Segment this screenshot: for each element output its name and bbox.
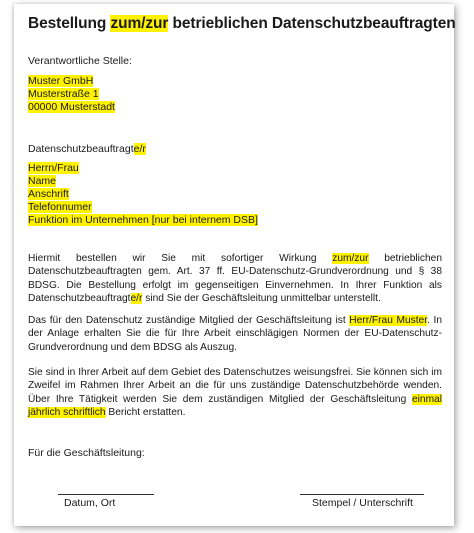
- controller-lines: [28, 75, 115, 114]
- controller-label: Verantwortliche Stelle:: [28, 55, 132, 67]
- dpo-address: Anschrift: [28, 188, 69, 200]
- stamp-signature-line: [300, 494, 424, 495]
- title-highlight: zum/zur: [110, 15, 169, 32]
- p1-text-a: Hiermit bestellen wir Sie mit sofortiger Wirkung: [28, 253, 333, 264]
- title-text-end: betrieblichen Datenschutzbeauftragten: [168, 15, 456, 32]
- paragraph-appointment: [28, 252, 442, 306]
- p3-text-a: Sie sind in Ihrer Arbeit auf dem Gebiet des Datenschutzes weisungsfrei. Sie können sich im Zweifel im Rahmen Ihrer Arbeit an die für uns zuständige Datenschutzbehörde wenden. Über Ihre Tätigkeit werden Sie dem zuständigen Mitglied der Geschäftsleitung: [28, 367, 442, 405]
- dpo-label-text: Datenschutzbeauftragt: [28, 143, 134, 155]
- date-signature-line: [58, 494, 154, 495]
- p2-text-b: . In der Anlage erhalten Sie die für Ihre Arbeit einschlägigen Normen der EU-Datenschutz-Grundverordnung und dem BDSG als Auszug.: [28, 315, 442, 353]
- dpo-label-highlight: e/r: [133, 143, 146, 155]
- title-text-start: Bestellung: [28, 15, 111, 32]
- paragraph-responsible-member: [28, 314, 442, 354]
- company-name: Muster GmbH: [28, 75, 94, 87]
- paragraph-independence: [28, 366, 442, 420]
- dpo-phone: Telefonnumer: [28, 201, 92, 213]
- dpo-function: Funktion im Unternehmen [nur bei internem DSB]: [28, 214, 258, 226]
- company-city: 00000 Musterstadt: [28, 101, 115, 113]
- p1-text-b: betrieblichen Datenschutzbeauftragten gem. Art. 37 ff. EU-Datenschutz-Grundverordnung und § 38 BDSG. Die Bestellung erfolgt im gegenseitigen Einvernehmen. In Ihrer Funktion als Datenschutzbeauftragt: [28, 253, 442, 305]
- document-page: [14, 4, 454, 526]
- company-street: Musterstraße 1: [28, 88, 99, 100]
- p1-highlight-1: zum/zur: [332, 253, 369, 264]
- stamp-signature-label: Stempel / Unterschrift: [312, 497, 413, 509]
- p2-text-a: Das für den Datenschutz zuständige Mitglied der Geschäftsleitung ist: [28, 315, 350, 326]
- p1-text-c: sind Sie der Geschäftsleitung unmittelbar unterstellt.: [142, 293, 381, 305]
- date-place-label: Datum, Ort: [64, 497, 116, 509]
- dpo-label: [28, 143, 146, 155]
- dpo-salutation: Herrn/Frau: [28, 162, 79, 174]
- p3-highlight: einmal jährlich schriftlich: [28, 393, 442, 419]
- dpo-name: Name: [28, 175, 57, 187]
- dpo-lines: [28, 162, 258, 227]
- p3-text-b: Bericht erstatten.: [105, 407, 186, 419]
- signature-label: Für die Geschäftsleitung:: [28, 447, 145, 459]
- p2-highlight: Herr/Frau Muster: [349, 315, 428, 326]
- document-title: [28, 15, 456, 33]
- p1-highlight-2: e/r: [130, 293, 143, 305]
